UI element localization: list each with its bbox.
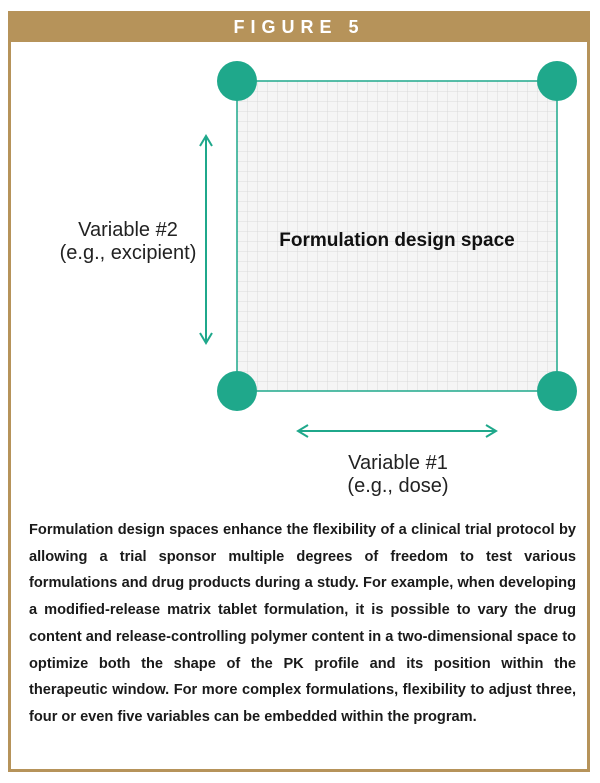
corner-point-bottom-right	[537, 371, 577, 411]
corner-point-top-left	[217, 61, 257, 101]
figure-title: FIGURE 5	[8, 11, 590, 42]
variable-1-example: (e.g., dose)	[347, 475, 449, 497]
figure-caption: Formulation design spaces enhance the flexibility of a clinical trial protocol by allowing a trial sponsor multiple degrees of freedom to test various formulations and drug products during a study. For example, when developing a modified-release matrix tablet formulation, it is possible to vary the drug content and release-controlling polymer content in a two-dimensional space to optimize both the shape of the PK profile and its position within the therapeutic window. For more complex formulations, flexibility to adjust three, four or even five variables can be embedded within the program.	[29, 522, 576, 725]
variable-2-name: Variable #2	[78, 219, 178, 241]
variable-2-example: (e.g., excipient)	[59, 242, 197, 264]
variable-1-label	[298, 452, 498, 498]
corner-point-top-right	[537, 61, 577, 101]
variable-1-arrow	[298, 425, 496, 437]
design-space-label: Formulation design space	[279, 230, 515, 251]
variable-2-label	[28, 219, 228, 265]
corner-point-bottom-left	[217, 371, 257, 411]
variable-1-name: Variable #1	[348, 452, 448, 474]
